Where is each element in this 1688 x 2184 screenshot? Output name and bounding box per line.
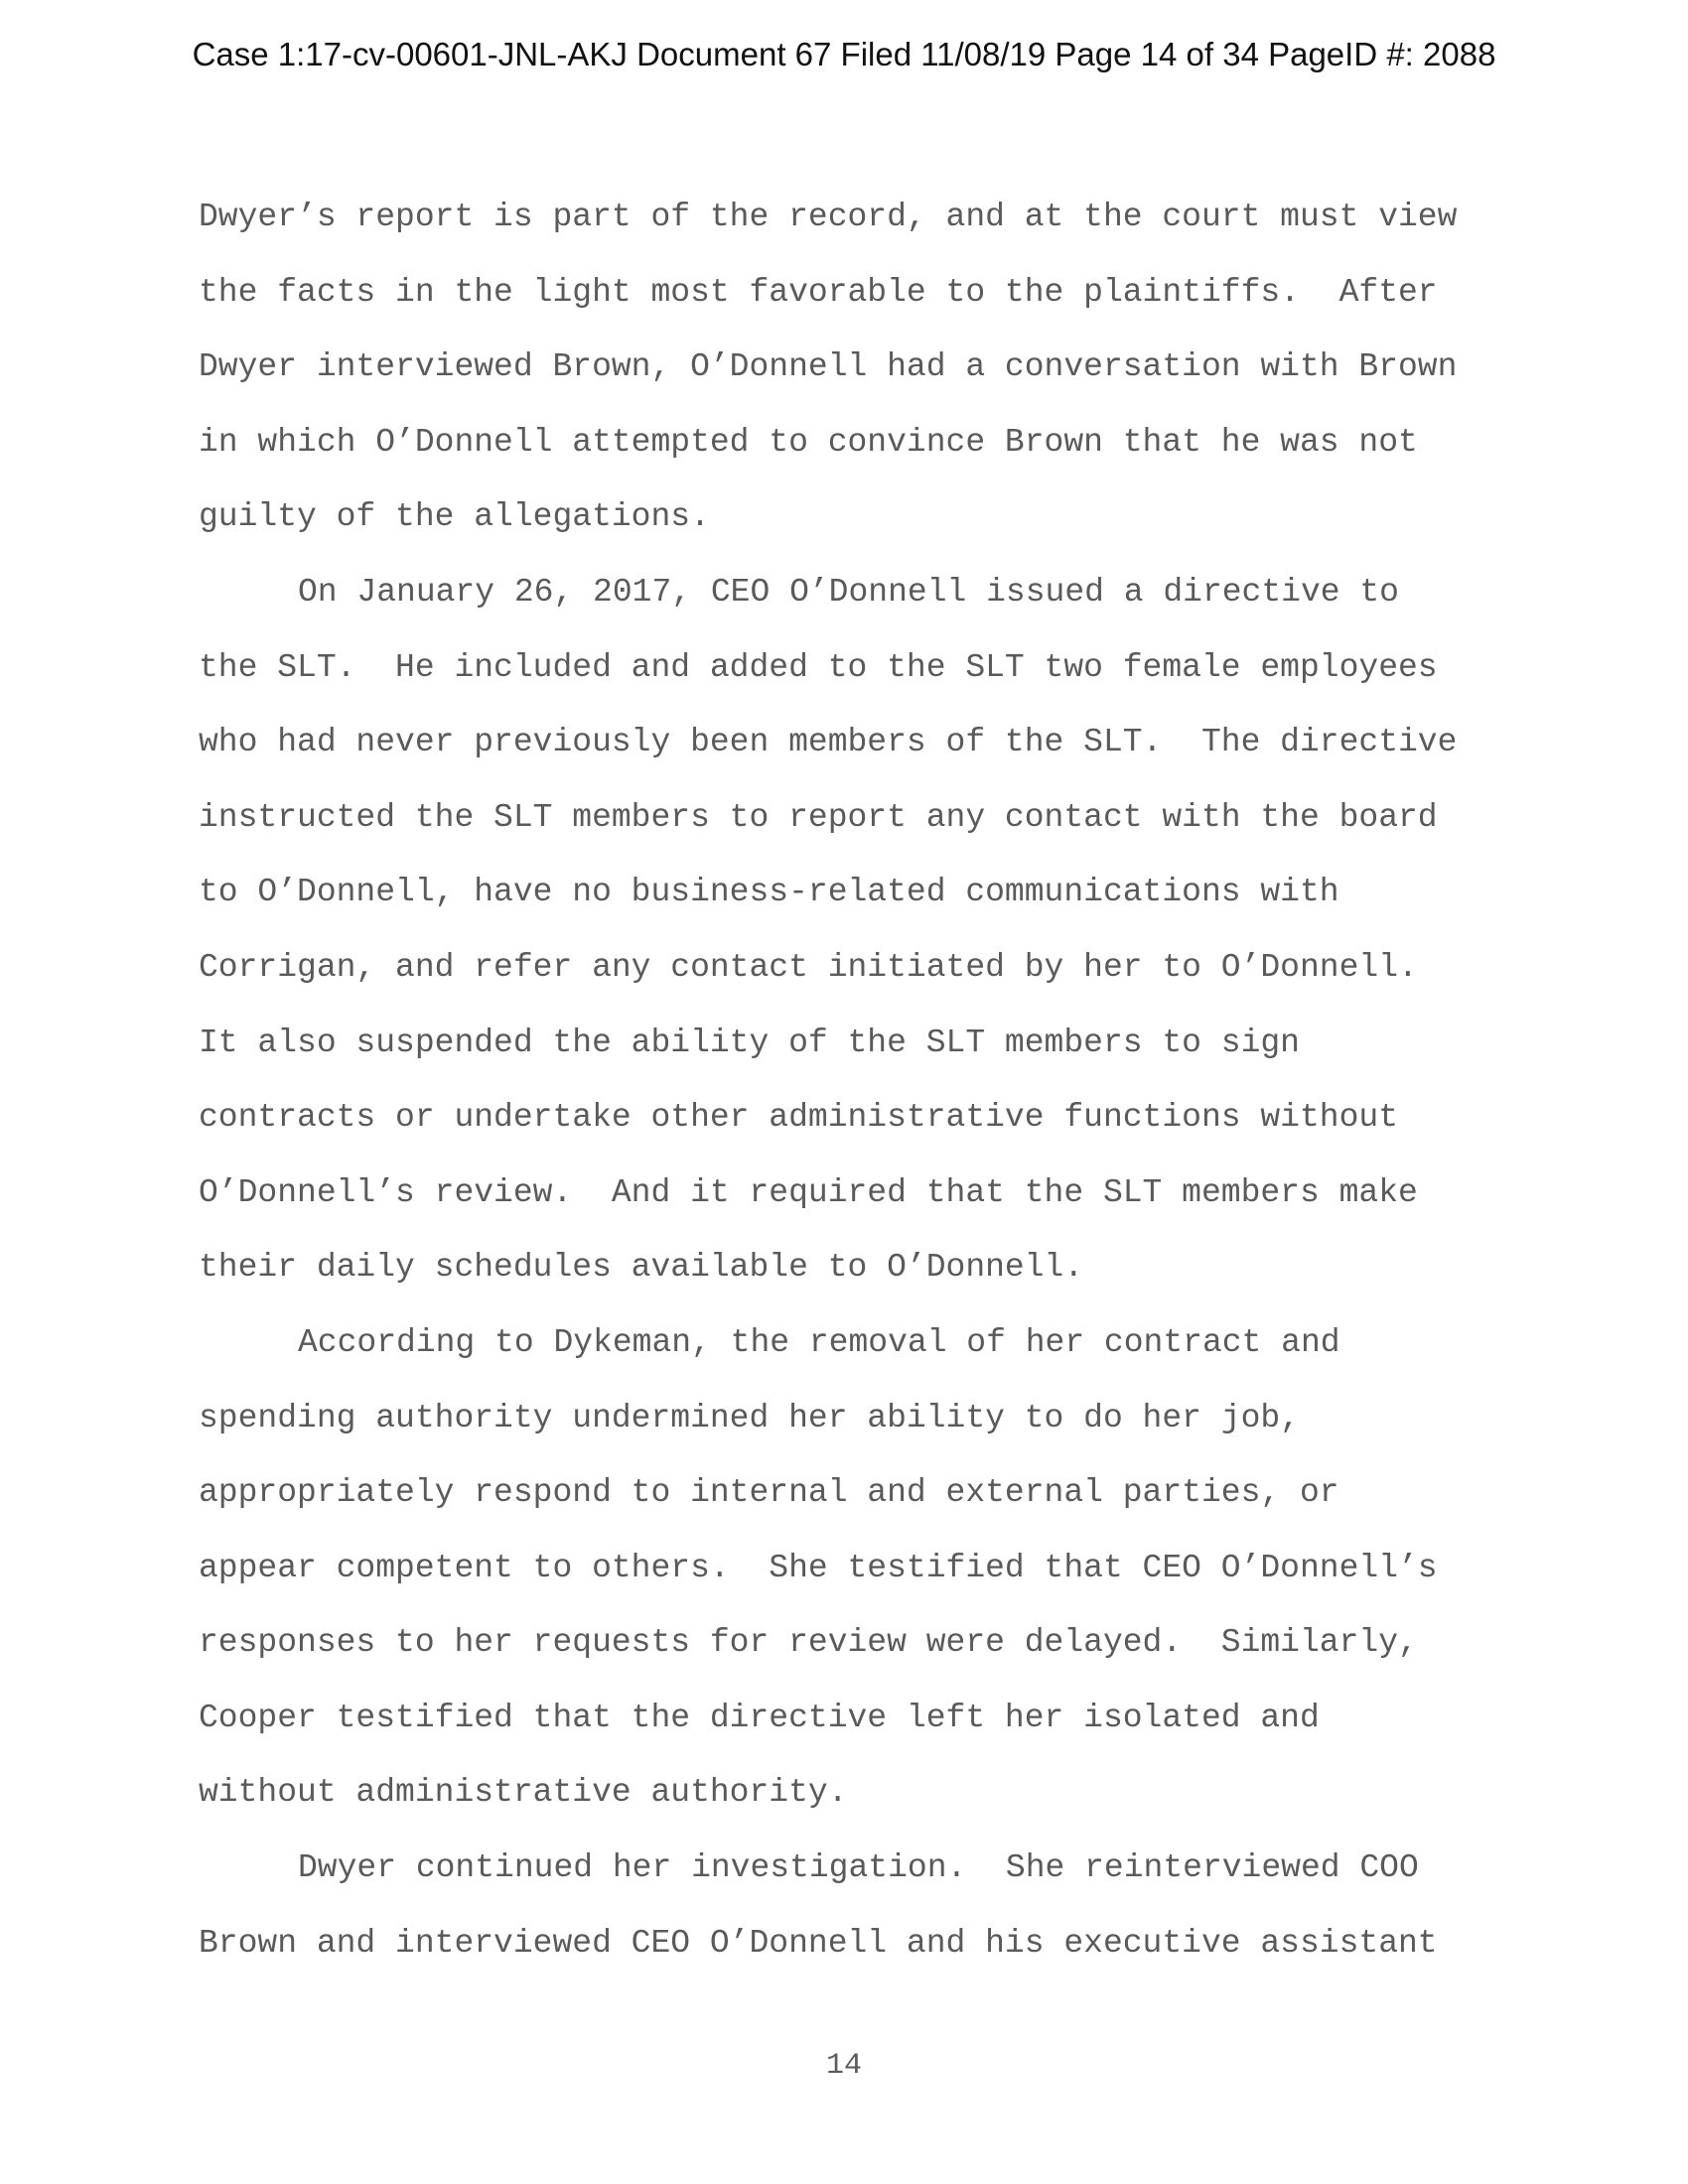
text-line: O’Donnell’s review. And it required that the SLT members make xyxy=(199,1173,1418,1211)
text-line: the SLT. He included and added to the SLT two female employees xyxy=(199,648,1438,686)
text-line: Brown and interviewed CEO O’Donnell and his executive assistant xyxy=(199,1924,1438,1962)
paragraph-first-line: According to Dykeman, the removal of her contract and xyxy=(298,1323,1340,1361)
text-line: Dwyer’s report is part of the record, and at the court must view xyxy=(199,199,1458,235)
paragraph-first-line: Dwyer continued her investigation. She reinterviewed COO xyxy=(298,1849,1419,1887)
text-line: to O’Donnell, have no business-related communications with xyxy=(199,874,1339,911)
text-line: spending authority undermined her ability to do her job, xyxy=(199,1399,1300,1436)
court-filing-header: Case 1:17-cv-00601-JNL-AKJ Document 67 Filed 11/08/19 Page 14 of 34 PageID #: 2088 xyxy=(192,36,1496,72)
text-line: Dwyer interviewed Brown, O’Donnell had a conversation with Brown xyxy=(199,348,1458,386)
text-line: in which O’Donnell attempted to convince Brown that he was not xyxy=(199,423,1418,461)
body-text xyxy=(199,189,1509,1989)
page-number: 14 xyxy=(825,2049,862,2083)
text-line: the facts in the light most favorable to the plaintiffs. After xyxy=(199,273,1438,311)
text-line: contracts or undertake other administrative functions without xyxy=(199,1099,1398,1137)
paragraph-first-line: On January 26, 2017, CEO O’Donnell issued a directive to xyxy=(298,573,1399,611)
text-line: responses to her requests for review were delayed. Similarly, xyxy=(199,1624,1418,1662)
text-line: Cooper testified that the directive left her isolated and xyxy=(199,1699,1320,1736)
text-line: appropriately respond to internal and external parties, or xyxy=(199,1474,1339,1512)
text-line: guilty of the allegations. xyxy=(199,498,710,536)
text-line: who had never previously been members of the SLT. The directive xyxy=(199,724,1458,761)
text-line: Corrigan, and refer any contact initiated by her to O’Donnell. xyxy=(199,948,1418,986)
text-line: instructed the SLT members to report any contact with the board xyxy=(199,798,1438,836)
text-line: appear competent to others. She testified that CEO O’Donnell’s xyxy=(199,1549,1438,1586)
text-line: without administrative authority. xyxy=(199,1774,848,1812)
text-line: It also suspended the ability of the SLT members to sign xyxy=(199,1024,1300,1061)
text-line: their daily schedules available to O’Donnell. xyxy=(199,1249,1084,1287)
